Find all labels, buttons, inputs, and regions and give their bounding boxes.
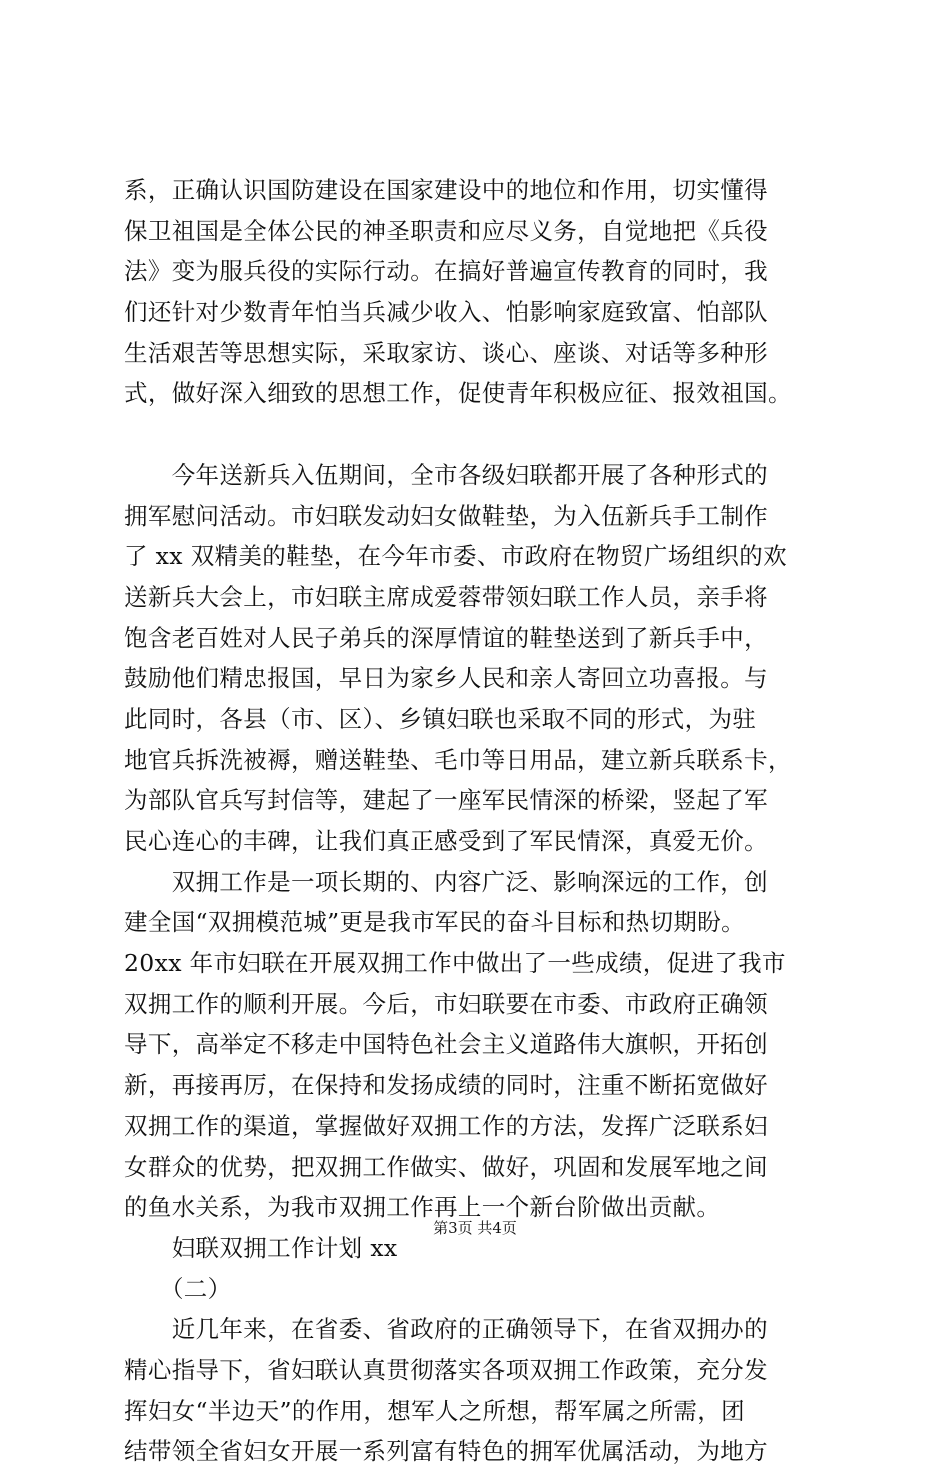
text-line: 此同时，各县（市、区）、乡镇妇联也采取不同的形式，为驻 [124, 704, 757, 733]
text-line: 地官兵拆洗被褥，赠送鞋垫、毛巾等日用品，建立新兵联系卡， [124, 745, 792, 774]
text-line: 们还针对少数青年怕当兵减少收入、怕影响家庭致富、怕部队 [124, 298, 768, 327]
text-line: 保卫祖国是全体公民的神圣职责和应尽义务，自觉地把《兵役 [124, 216, 768, 245]
text-line: 双拥工作的顺利开展。今后，市妇联要在市委、市政府正确领 [124, 989, 768, 1018]
text-line: 双拥工作的渠道，掌握做好双拥工作的方法，发挥广泛联系妇 [124, 1111, 768, 1140]
text-line: 生活艰苦等思想实际，采取家访、谈心、座谈、对话等多种形 [124, 338, 768, 367]
text-line: 法》变为服兵役的实际行动。在搞好普遍宣传教育的同时，我 [124, 257, 768, 286]
text-line: 精心指导下，省妇联认真贯彻落实各项双拥工作政策，充分发 [124, 1355, 768, 1384]
text-line: 导下，高举定不移走中国特色社会主义道路伟大旗帜，开拓创 [124, 1030, 768, 1059]
text-line: 拥军慰问活动。市妇联发动妇女做鞋垫，为入伍新兵手工制作 [124, 501, 768, 530]
text-line: 鼓励他们精忠报国，早日为家乡人民和亲人寄回立功喜报。与 [124, 664, 768, 693]
text-line: 新，再接再厉，在保持和发扬成绩的同时，注重不断拓宽做好 [124, 1071, 768, 1100]
text-line: 挥妇女“半边天”的作用，想军人之所想，帮军属之所需，团 [124, 1396, 745, 1425]
text-line: 双拥工作是一项长期的、内容广泛、影响深远的工作，创 [124, 867, 768, 896]
text-line: 饱含老百姓对人民子弟兵的深厚情谊的鞋垫送到了新兵手中， [124, 623, 768, 652]
text-line: 送新兵大会上，市妇联主席成爱蓉带领妇联工作人员，亲手将 [124, 582, 768, 611]
page-footer: 第3页 共4页 [433, 1219, 517, 1237]
text-line: 的鱼水关系，为我市双拥工作再上一个新台阶做出贡献。 [124, 1193, 721, 1222]
text-line: （二） [124, 1274, 232, 1303]
text-line: 了 xx 双精美的鞋垫，在今年市委、市政府在物贸广场组织的欢 [124, 542, 787, 571]
text-line: 系，正确认识国防建设在国家建设中的地位和作用，切实懂得 [124, 176, 768, 204]
text-line: 为部队官兵写封信等，建起了一座军民情深的桥梁，竖起了军 [124, 786, 768, 815]
text-line: 妇联双拥工作计划 xx [124, 1233, 398, 1262]
document-body [124, 170, 836, 1472]
paragraph-gap [124, 414, 836, 455]
text-line: 女群众的优势，把双拥工作做实、做好，巩固和发展军地之间 [124, 1152, 768, 1181]
text-line: 式，做好深入细致的思想工作，促使青年积极应征、报效祖国。 [124, 379, 792, 408]
text-line: 20xx 年市妇联在开展双拥工作中做出了一些成绩，促进了我市 [124, 949, 786, 978]
text-line: 近几年来，在省委、省政府的正确领导下，在省双拥办的 [124, 1315, 768, 1344]
text-line: 结带领全省妇女开展一系列富有特色的拥军优属活动，为地方 [124, 1437, 768, 1466]
text-line: 民心连心的丰碑，让我们真正感受到了军民情深，真爱无价。 [124, 827, 768, 855]
text-line: 今年送新兵入伍期间，全市各级妇联都开展了各种形式的 [124, 460, 768, 489]
text-line: 建全国“双拥模范城”更是我市军民的奋斗目标和热切期盼。 [124, 908, 745, 937]
